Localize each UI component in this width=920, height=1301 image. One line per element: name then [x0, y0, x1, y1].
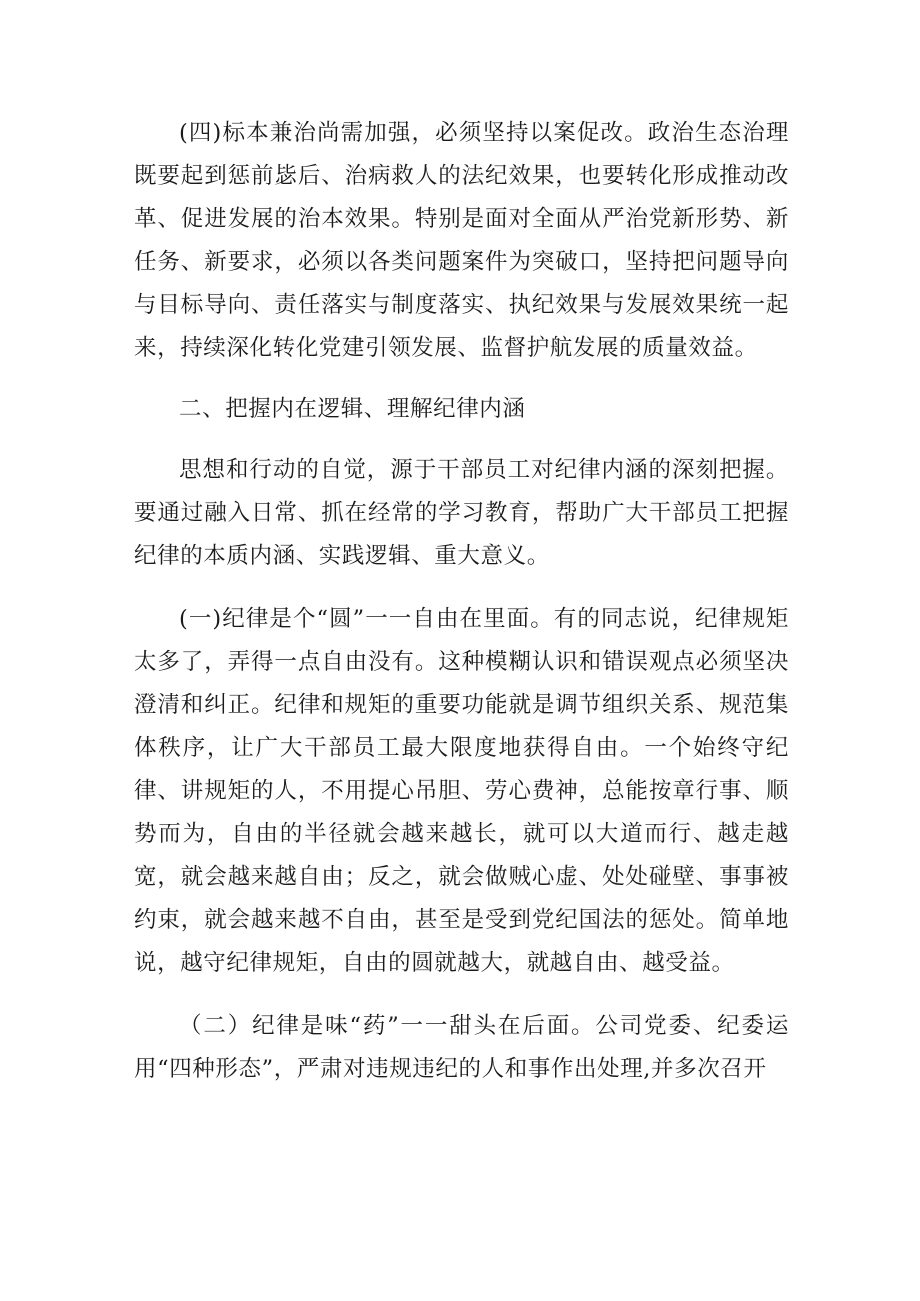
- paragraph-subsection-one: (一)纪律是个“圆”一一自由在里面。有的同志说，纪律规矩太多了，弄得一点自由没有。这种模糊认识和错误观点必须坚决澄清和纠正。纪律和规矩的重要功能就是调节组织关系、规范集体秩序，让广大干部员工最大限度地获得自由。一个始终守纪律、讲规矩的人，不用提心吊胆、劳心费神，总能按章行事、顺势而为，自由的半径就会越来越长，就可以大道而行、越走越宽，就会越来越自由；反之，就会做贼心虚、处处碰壁、事事被约束，就会越来越不自由，甚至是受到党纪国法的惩处。简单地说，越守纪律规矩，自由的圆就越大，就越自由、越受益。: [134, 606, 789, 976]
- paragraph-subsection-two: （二）纪律是味“药”一一甜头在后面。公司党委、纪委运用“四种形态”，严肃对违规违纪的人和事作出处理,并多次召开: [134, 1013, 789, 1082]
- paragraph-intro: 思想和行动的自觉，源于干部员工对纪律内涵的深刻把握。要通过融入日常、抓在经常的学习教育，帮助广大干部员工把握纪律的本质内涵、实践逻辑、重大意义。: [134, 457, 789, 569]
- paragraph-section-four: (四)标本兼治尚需加强，必须坚持以案促改。政治生态治理既要起到惩前毖后、治病救人的法纪效果，也要转化形成推动改革、促进发展的治本效果。特别是面对全面从严治党新形势、新任务、新要求，必须以各类问题案件为突破口，坚持把问题导向与目标导向、责任落实与制度落实、执纪效果与发展效果统一起来，持续深化转化党建引领发展、监督护航发展的质量效益。: [134, 120, 789, 361]
- section-heading-two: 二、把握内在逻辑、理解纪律内涵: [179, 396, 526, 422]
- document-body: [134, 112, 789, 1091]
